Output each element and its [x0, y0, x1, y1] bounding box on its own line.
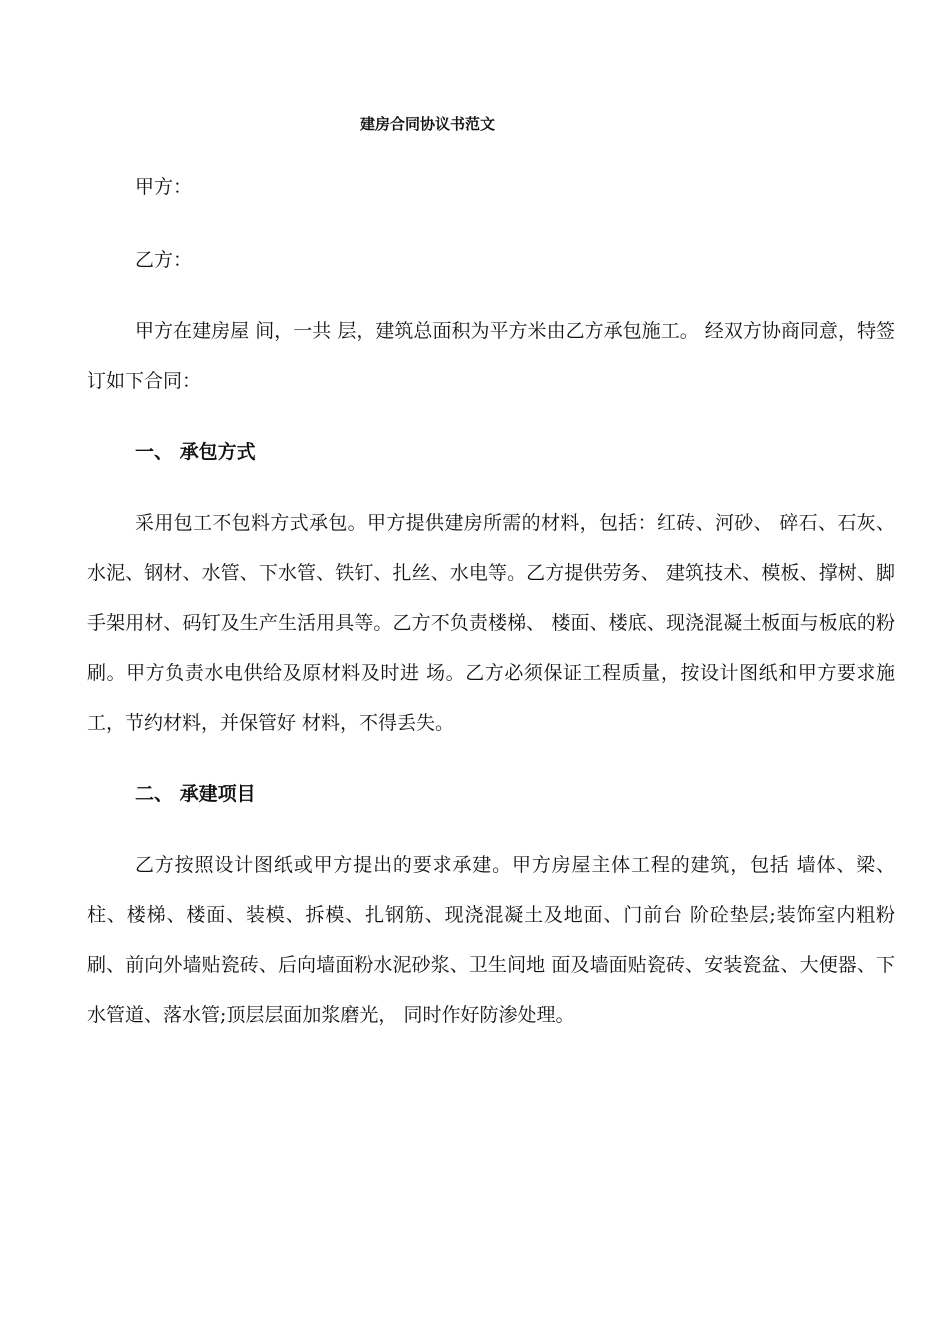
- party-b-label: 乙方：: [135, 249, 193, 271]
- document-title: 建房合同协议书范文: [359, 115, 495, 133]
- section-heading-contract-method: 一、 承包方式: [135, 441, 256, 463]
- intro-paragraph: 甲方在建房屋 间，一共 层，建筑总面积为平方米由乙方承包施工。 经双方协商同意，特签订如下合同：: [87, 320, 895, 392]
- section-body-construction-items: 乙方按照设计图纸或甲方提出的要求承建。甲方房屋主体工程的建筑，包括 墙体、梁、柱、楼梯、楼面、装模、拆模、扎钢筋、现浇混凝土及地面、门前台 阶砼垫层;装饰室内粗粉刷、前向外墙贴瓷砖、后向墙面粉水泥砂浆、卫生间地 面及墙面贴瓷砖、安装瓷盆、大便器、下水管道、落水管;顶层层面加浆磨光， 同时作好防渗处理。: [87, 854, 895, 1026]
- section-body-contract-method: 采用包工不包料方式承包。甲方提供建房所需的材料，包括：红砖、河砂、 碎石、石灰、水泥、钢材、水管、下水管、铁钉、扎丝、水电等。乙方提供劳务、 建筑技术、模板、撑树、脚手架用材、码钉及生产生活用具等。乙方不负责楼梯、 楼面、楼底、现浇混凝土板面与板底的粉刷。甲方负责水电供给及原材料及时进 场。乙方必须保证工程质量，按设计图纸和甲方要求施工，节约材料，并保管好 材料，不得丢失。: [87, 512, 895, 734]
- section-heading-construction-items: 二、 承建项目: [135, 783, 256, 805]
- party-a-label: 甲方：: [135, 176, 193, 198]
